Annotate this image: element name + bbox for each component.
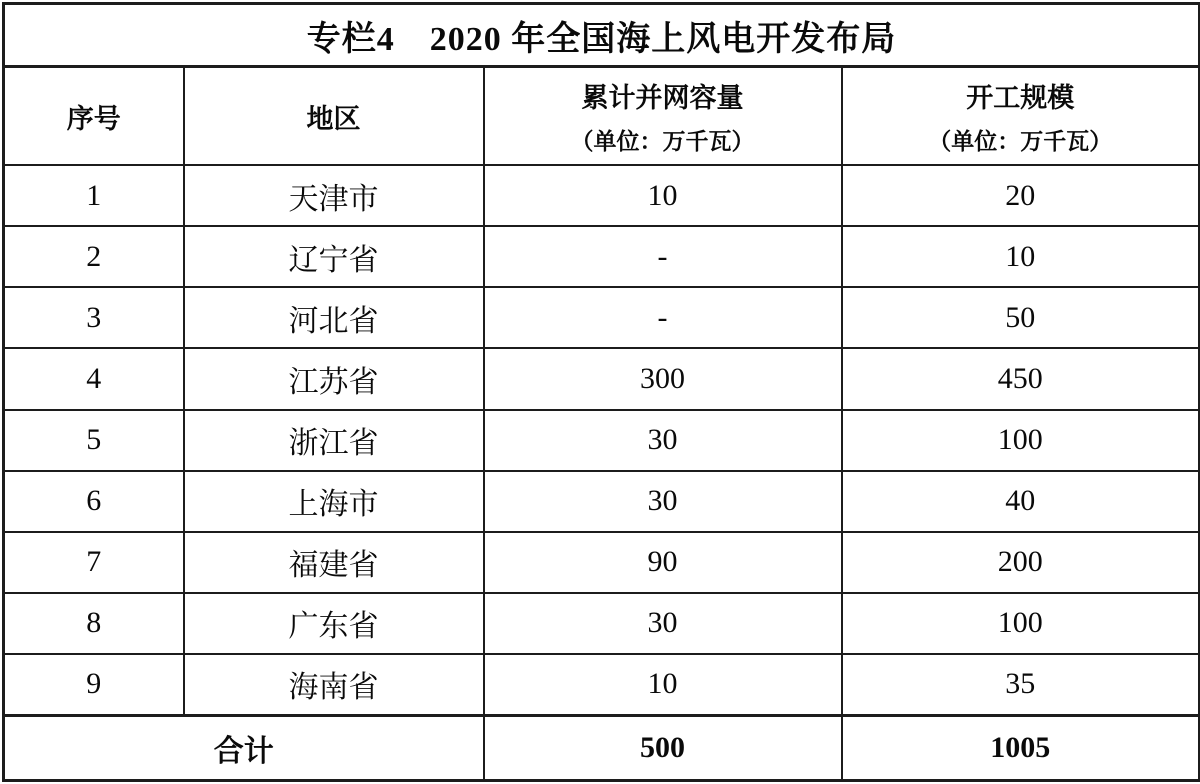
header-capacity [484, 67, 842, 166]
cell-capacity: 90 [484, 532, 842, 593]
header-no [4, 67, 184, 166]
table-row [4, 348, 1200, 409]
cell-capacity: 10 [484, 654, 842, 716]
cell-construction: 200 [842, 532, 1200, 593]
header-no-label: 序号 [66, 103, 121, 134]
total-capacity: 500 [484, 715, 842, 780]
table-title: 专栏4 2020 年全国海上风电开发布局 [4, 4, 1200, 67]
cell-capacity: - [484, 287, 842, 348]
total-construction: 1005 [842, 715, 1200, 780]
table-row [4, 226, 1200, 287]
header-capacity-label: 累计并网容量 [581, 83, 744, 114]
cell-capacity: - [484, 226, 842, 287]
cell-region: 海南省 [184, 654, 484, 716]
offshore-wind-layout-table [2, 2, 1200, 782]
cell-construction: 50 [842, 287, 1200, 348]
cell-region: 江苏省 [184, 348, 484, 409]
header-capacity-unit: （单位：万千瓦） [570, 128, 755, 155]
cell-no: 2 [4, 226, 184, 287]
cell-region: 上海市 [184, 471, 484, 532]
cell-no: 5 [4, 410, 184, 471]
header-construction [842, 67, 1200, 166]
table-row [4, 471, 1200, 532]
cell-construction: 35 [842, 654, 1200, 716]
cell-construction: 450 [842, 348, 1200, 409]
cell-construction: 100 [842, 410, 1200, 471]
cell-no: 3 [4, 287, 184, 348]
cell-construction: 10 [842, 226, 1200, 287]
header-region-label: 地区 [306, 103, 361, 134]
table-row [4, 410, 1200, 471]
table-title-row [4, 4, 1200, 67]
cell-capacity: 300 [484, 348, 842, 409]
header-region [184, 67, 484, 166]
table-row [4, 593, 1200, 654]
table-row [4, 165, 1200, 226]
cell-region: 天津市 [184, 165, 484, 226]
cell-capacity: 30 [484, 471, 842, 532]
cell-region: 广东省 [184, 593, 484, 654]
table-total-row [4, 715, 1200, 780]
cell-no: 4 [4, 348, 184, 409]
cell-region: 辽宁省 [184, 226, 484, 287]
cell-construction: 20 [842, 165, 1200, 226]
table-row [4, 532, 1200, 593]
cell-capacity: 30 [484, 593, 842, 654]
cell-no: 8 [4, 593, 184, 654]
cell-no: 6 [4, 471, 184, 532]
table-row [4, 287, 1200, 348]
cell-region: 河北省 [184, 287, 484, 348]
cell-region: 福建省 [184, 532, 484, 593]
cell-capacity: 10 [484, 165, 842, 226]
cell-no: 7 [4, 532, 184, 593]
header-construction-label: 开工规模 [966, 83, 1075, 114]
cell-construction: 100 [842, 593, 1200, 654]
cell-no: 1 [4, 165, 184, 226]
table-row [4, 654, 1200, 716]
cell-no: 9 [4, 654, 184, 716]
cell-region: 浙江省 [184, 410, 484, 471]
cell-capacity: 30 [484, 410, 842, 471]
total-label: 合计 [4, 715, 484, 780]
table-header-row [4, 67, 1200, 166]
header-construction-unit: （单位：万千瓦） [928, 128, 1113, 155]
cell-construction: 40 [842, 471, 1200, 532]
